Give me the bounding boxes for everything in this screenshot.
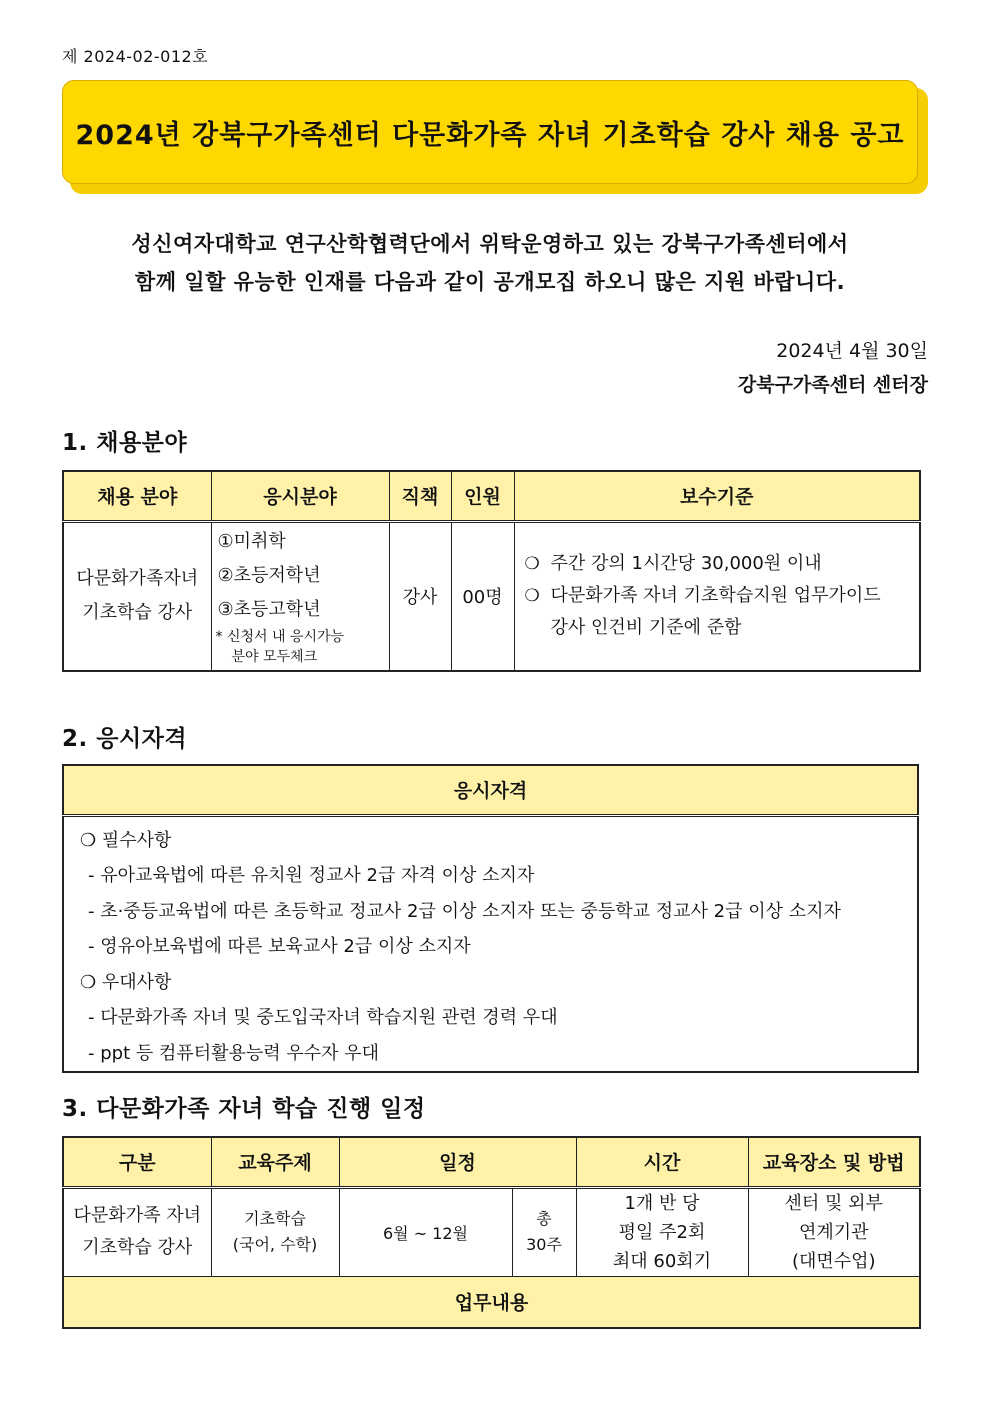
category-line-2: 기초학습 강사 bbox=[82, 1237, 193, 1258]
pay-item-2-line-2: 강사 인건비 기준에 준함 bbox=[550, 617, 742, 639]
recruitment-row bbox=[63, 521, 920, 671]
intro-line-2: 함께 일할 유능한 인재를 다음과 같이 공개모집 하오니 많은 지원 바랍니다. bbox=[134, 270, 846, 294]
cell-subject bbox=[211, 1187, 339, 1276]
place-line-3: (대면수업) bbox=[791, 1250, 876, 1272]
preferred-heading: ❍ 우대사항 bbox=[80, 971, 172, 993]
cell-place bbox=[748, 1187, 920, 1276]
cell-count: 00명 bbox=[451, 521, 514, 671]
duty-header-row bbox=[63, 1276, 920, 1328]
cell-apply bbox=[211, 521, 389, 671]
intro-line-1: 성신여자대학교 연구산학협력단에서 위탁운영하고 있는 강북구가족센터에서 bbox=[131, 232, 849, 256]
apply-option-3: ③초등고학년 bbox=[217, 599, 321, 621]
preference-item: - 다문화가족 자녀 및 중도입국자녀 학습지원 관련 경력 우대 bbox=[88, 1007, 558, 1028]
circle-bullet-icon: ❍ bbox=[524, 554, 540, 575]
field-line-2: 기초학습 강사 bbox=[82, 602, 193, 624]
preference-item: - ppt 등 컴퓨터활용능력 우수자 우대 bbox=[88, 1042, 380, 1064]
cell-weeks bbox=[512, 1187, 576, 1276]
apply-option-1: ①미취학 bbox=[217, 531, 286, 553]
time-line-3: 최대 60회기 bbox=[612, 1250, 712, 1272]
header-category: 구분 bbox=[63, 1137, 211, 1187]
header-pay: 보수기준 bbox=[514, 471, 920, 521]
section1-heading: 1. 채용분야 bbox=[62, 430, 188, 456]
schedule-row bbox=[63, 1187, 920, 1276]
announcement-date: 2024년 4월 30일 bbox=[776, 340, 928, 362]
document-number: 제 2024-02-012호 bbox=[62, 47, 209, 66]
signer: 강북구가족센터 센터장 bbox=[737, 374, 928, 396]
apply-note bbox=[212, 627, 389, 667]
field-line-1: 다문화가족자녀 bbox=[76, 568, 199, 590]
qualification-header: 응시자격 bbox=[63, 765, 918, 815]
section2-heading: 2. 응시자격 bbox=[62, 726, 188, 752]
required-heading: ❍ 필수사항 bbox=[80, 829, 172, 851]
qualification-content bbox=[63, 815, 918, 1072]
qualification-row bbox=[63, 815, 918, 1072]
weeks-line-1: 총 bbox=[536, 1209, 552, 1228]
weeks-line-2: 30주 bbox=[526, 1235, 562, 1254]
qualification-item: - 유아교육법에 따른 유치원 정교사 2급 자격 이상 소지자 bbox=[88, 865, 535, 886]
section3-heading: 3. 다문화가족 자녀 학습 진행 일정 bbox=[62, 1096, 426, 1122]
subject-line-1: 기초학습 bbox=[244, 1209, 306, 1228]
pay-item-2-line-1: 다문화가족 자녀 기초학습지원 업무가이드 bbox=[550, 585, 881, 607]
header-place: 교육장소 및 방법 bbox=[748, 1137, 920, 1187]
qualification-item: - 초·중등교육법에 따른 초등학교 정교사 2급 이상 소지자 또는 중등학교 정교사 2급 이상 소지자 bbox=[88, 900, 841, 922]
header-apply: 응시분야 bbox=[211, 471, 389, 521]
category-line-1: 다문화가족 자녀 bbox=[73, 1205, 201, 1226]
apply-note-line-1: * 신청서 내 응시가능 bbox=[215, 629, 345, 646]
apply-option-2: ②초등저학년 bbox=[217, 565, 321, 587]
header-position: 직책 bbox=[389, 471, 451, 521]
place-line-1: 센터 및 외부 bbox=[784, 1192, 883, 1214]
recruitment-table bbox=[62, 470, 921, 672]
header-field: 채용 분야 bbox=[63, 471, 211, 521]
pay-item-1 bbox=[525, 548, 920, 580]
schedule-table bbox=[62, 1136, 921, 1329]
apply-note-line-2: 분야 모두체크 bbox=[231, 649, 318, 666]
cell-field bbox=[63, 521, 211, 671]
page-title: 2024년 강북구가족센터 다문화가족 자녀 기초학습 강사 채용 공고 bbox=[62, 80, 918, 184]
time-line-2: 평일 주2회 bbox=[618, 1221, 706, 1243]
cell-time bbox=[576, 1187, 748, 1276]
header-schedule: 일정 bbox=[339, 1137, 576, 1187]
cell-position: 강사 bbox=[389, 521, 451, 671]
time-line-1: 1개 반 당 bbox=[624, 1192, 700, 1214]
cell-category bbox=[63, 1187, 211, 1276]
pay-item-2 bbox=[525, 580, 920, 644]
recruitment-header-row bbox=[63, 471, 920, 521]
qualification-item: - 영유아보육법에 따른 보육교사 2급 이상 소지자 bbox=[88, 936, 471, 957]
header-subject: 교육주제 bbox=[211, 1137, 339, 1187]
duty-header: 업무내용 bbox=[63, 1276, 920, 1328]
place-line-2: 연계기관 bbox=[798, 1221, 869, 1243]
header-time: 시간 bbox=[576, 1137, 748, 1187]
circle-bullet-icon: ❍ bbox=[524, 586, 540, 607]
qualification-header-row bbox=[63, 765, 918, 815]
header-count: 인원 bbox=[451, 471, 514, 521]
schedule-header-row bbox=[63, 1137, 920, 1187]
subject-line-2: (국어, 수학) bbox=[232, 1235, 318, 1254]
cell-pay bbox=[514, 521, 920, 671]
qualification-table bbox=[62, 764, 919, 1073]
cell-schedule: 6월 ~ 12월 bbox=[339, 1187, 512, 1276]
pay-item-1-text: 주간 강의 1시간당 30,000원 이내 bbox=[550, 553, 822, 575]
